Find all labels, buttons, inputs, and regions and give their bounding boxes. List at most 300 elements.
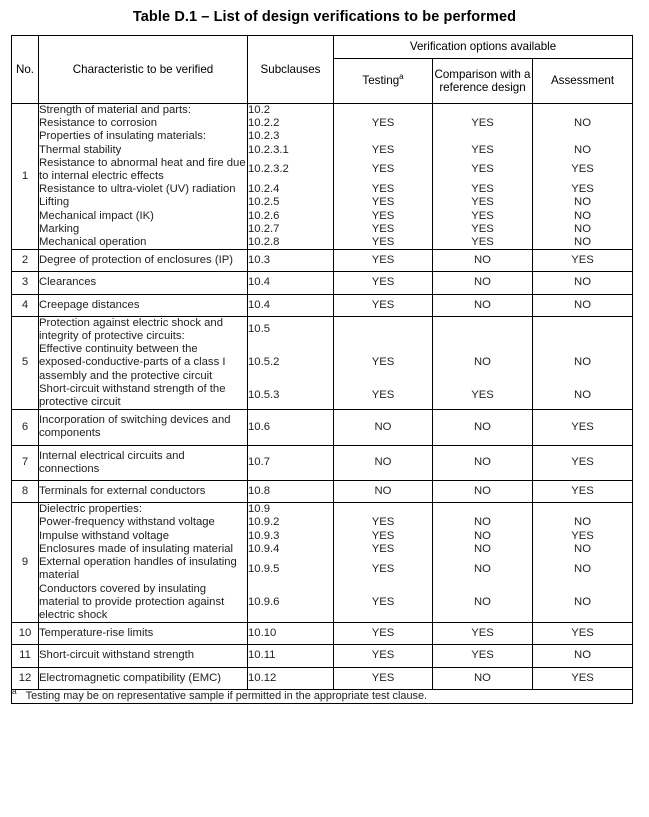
subclause-cell: 10.9.5 [248,562,280,575]
sub-row [533,503,632,516]
assessment-cell [533,130,632,143]
testing-cell: YES [334,250,433,272]
subclause-cell: 10.12 [248,667,334,689]
characteristic-cell: Effective continuity between the exposed-conductive-parts of a class I assembly and the protective circuit [39,343,226,382]
characteristic-cell: Electromagnetic compatibility (EMC) [39,667,248,689]
table-row [12,667,633,689]
comparison-cell: NO [433,667,533,689]
sub-row [533,157,632,183]
sub-row [39,223,247,236]
subclause-cell: 10.9.3 [248,529,280,542]
table-row [12,623,633,645]
characteristic-cell: Properties of insulating materials: [39,130,207,143]
table-body [12,104,633,690]
page-title: Table D.1 – List of design verifications to be performed [132,9,517,25]
characteristic-cell: Internal electrical circuits and connections [39,445,248,480]
testing-cell-group [334,104,433,250]
subclause-cell: 10.4 [248,294,334,316]
sub-row [248,130,333,143]
sub-row [533,516,632,529]
comparison-cell: NO [433,445,533,480]
sub-row [334,583,432,623]
table-row [12,481,633,503]
sub-rows [39,503,247,622]
testing-cell: YES [334,294,433,316]
sub-row [248,157,333,183]
assessment-cell: YES [533,481,633,503]
characteristic-cell: Enclosures made of insulating material [39,542,234,555]
sub-row [433,530,532,543]
subclause-cell: 10.8 [248,481,334,503]
assessment-cell: NO [574,562,591,575]
assessment-cell: YES [571,183,594,196]
sub-row [248,556,333,582]
row-number-cell: 4 [12,294,39,316]
comparison-cell: NO [474,542,491,555]
sub-row [533,130,632,143]
assessment-cell: NO [574,117,591,130]
assessment-cell: NO [533,645,633,667]
footnote-row [12,689,633,703]
comparison-cell: NO [474,356,491,369]
sub-rows [334,104,432,249]
assessment-cell: YES [571,529,594,542]
sub-row [248,144,333,157]
characteristic-cell: Resistance to abnormal heat and fire due to internal electric effects [39,156,246,183]
sub-row [248,104,333,117]
sub-row [39,343,247,383]
comparison-cell: NO [433,272,533,294]
assessment-cell: NO [533,294,633,316]
footnote-text: Testing may be on representative sample if permitted in the appropriate test clause. [25,689,428,702]
characteristic-cell: Terminals for external conductors [39,481,248,503]
column-header-no: No. [12,36,39,104]
sub-row [334,556,432,582]
table-row [12,410,633,445]
sub-rows [39,104,247,249]
sub-row [248,236,333,249]
characteristic-cell: Clearances [39,272,248,294]
row-number-cell: 11 [12,645,39,667]
assessment-cell: YES [533,250,633,272]
subclause-cell: 10.9 [248,503,270,516]
characteristic-cell: Lifting [39,196,70,209]
sub-row [433,383,532,409]
comparison-cell: NO [433,250,533,272]
testing-cell: YES [334,667,433,689]
subclause-cell-group [248,503,334,623]
subclause-cell: 10.2.5 [248,196,280,209]
characteristic-cell-group [39,316,248,409]
characteristic-cell: Conductors covered by insulating material to provide protection against electric shock [39,582,225,621]
comparison-cell: NO [474,595,491,608]
subclause-cell: 10.5.2 [248,356,280,369]
testing-cell: YES [371,117,395,130]
testing-cell [334,317,432,343]
sub-row [433,183,532,196]
characteristic-cell: Impulse withstand voltage [39,529,169,542]
characteristic-cell-group [39,503,248,623]
column-header-testing-label: Testing [362,74,400,88]
sub-row [39,503,247,516]
comparison-cell: NO [433,410,533,445]
characteristic-cell: Resistance to corrosion [39,117,158,130]
sub-row [533,583,632,623]
sub-row [334,236,432,249]
row-number-cell: 7 [12,445,39,480]
comparison-cell: YES [433,645,533,667]
comparison-cell-group [433,503,533,623]
sub-row [248,223,333,236]
sub-row [248,516,333,529]
assessment-cell [533,104,632,117]
sub-row [433,157,532,183]
subclause-cell: 10.10 [248,623,334,645]
sub-rows [39,317,247,409]
sub-rows [533,317,632,409]
sub-row [334,223,432,236]
assessment-cell [533,317,632,343]
sub-rows [433,317,532,409]
sub-rows [433,104,532,249]
sub-row [433,130,532,143]
table-row [12,645,633,667]
sub-row [39,317,247,343]
sub-row [433,117,532,130]
table-footer [12,686,633,703]
column-header-group-verification-options: Verification options available [334,36,633,59]
assessment-cell: NO [574,516,591,529]
subclause-cell-group [248,104,334,250]
sub-row [334,183,432,196]
subclause-cell-group [248,316,334,409]
sub-row [248,117,333,130]
characteristic-cell: Strength of material and parts: [39,104,191,116]
sub-row [533,530,632,543]
characteristic-cell: Degree of protection of enclosures (IP) [39,250,248,272]
subclause-cell: 10.2.7 [248,222,280,235]
subclause-cell: 10.5.3 [248,389,280,402]
characteristic-cell-group [39,104,248,250]
table-row [12,503,633,623]
sub-row [334,343,432,383]
testing-cell [334,130,432,143]
testing-cell: YES [371,143,395,156]
assessment-cell: NO [574,209,591,222]
testing-cell: YES [371,356,395,369]
column-header-characteristic: Characteristic to be verified [39,36,248,104]
sub-row [39,117,247,130]
sub-row [39,104,247,117]
row-number-cell: 6 [12,410,39,445]
testing-cell: YES [371,542,395,555]
row-number-cell: 12 [12,667,39,689]
sub-row [39,556,247,582]
comparison-cell: NO [433,481,533,503]
assessment-cell: NO [574,143,591,156]
assessment-cell: YES [533,445,633,480]
comparison-cell [433,104,532,117]
row-number-cell: 9 [12,503,39,623]
row-number-cell: 10 [12,623,39,645]
comparison-cell: YES [471,236,494,249]
sub-rows [533,104,632,249]
testing-cell: YES [371,562,395,575]
testing-cell: NO [334,410,433,445]
comparison-cell: YES [471,143,494,156]
characteristic-cell: Short-circuit withstand strength of the protective circuit [39,382,226,409]
testing-cell-group [334,316,433,409]
table-row [12,272,633,294]
sub-row [334,543,432,556]
testing-cell [334,503,432,516]
sub-row [533,104,632,117]
comparison-cell: NO [474,562,491,575]
sub-row [533,117,632,130]
sub-rows [248,503,333,622]
footnote-marker-icon: a [399,72,404,82]
sub-row [248,317,333,343]
sub-row [433,236,532,249]
footnote-cell [12,686,633,703]
subclause-cell: 10.2.8 [248,236,280,249]
testing-cell: YES [371,516,395,529]
column-header-testing [334,59,433,104]
column-header-assessment: Assessment [533,59,633,104]
subclause-cell: 10.2.6 [248,209,280,222]
comparison-cell [433,317,532,343]
sub-row [334,503,432,516]
comparison-cell: YES [471,209,494,222]
characteristic-cell: External operation handles of insulating material [39,556,237,582]
sub-rows [248,104,333,249]
subclause-cell: 10.9.2 [248,516,280,529]
sub-row [433,583,532,623]
characteristic-cell: Temperature-rise limits [39,623,248,645]
subclause-cell: 10.11 [248,645,334,667]
assessment-cell: NO [574,356,591,369]
sub-row [433,104,532,117]
sub-row [39,130,247,143]
assessment-cell: YES [571,163,594,176]
assessment-cell: NO [574,595,591,608]
sub-row [433,503,532,516]
sub-row [248,183,333,196]
comparison-cell: YES [471,222,494,235]
testing-cell: YES [371,389,395,402]
column-header-subclauses: Subclauses [248,36,334,104]
table-row [12,445,633,480]
row-number-cell: 2 [12,250,39,272]
sub-row [248,196,333,209]
assessment-cell: YES [533,410,633,445]
table-header [12,36,633,104]
sub-row [334,383,432,409]
comparison-cell: YES [433,623,533,645]
sub-rows [334,317,432,409]
table-row [12,104,633,250]
characteristic-cell: Mechanical operation [39,236,147,249]
testing-cell: YES [334,645,433,667]
sub-row [334,530,432,543]
assessment-cell: NO [533,272,633,294]
characteristic-cell: Power-frequency withstand voltage [39,516,215,529]
sub-row [533,343,632,383]
subclause-cell: 10.4 [248,272,334,294]
sub-row [533,183,632,196]
sub-row [334,317,432,343]
testing-cell: YES [371,163,395,176]
testing-cell: YES [371,236,395,249]
sub-row [39,383,247,409]
sub-row [433,223,532,236]
sub-row [39,583,247,623]
sub-row [39,196,247,209]
sub-row [334,144,432,157]
sub-row [533,543,632,556]
assessment-cell-group [533,316,633,409]
characteristic-cell: Short-circuit withstand strength [39,645,248,667]
subclause-cell: 10.2.3.1 [248,143,289,156]
sub-row [433,516,532,529]
row-number-cell: 8 [12,481,39,503]
testing-cell: YES [371,196,395,209]
testing-cell: NO [334,445,433,480]
assessment-cell: NO [574,196,591,209]
subclause-cell: 10.2.2 [248,117,280,130]
row-number-cell: 1 [12,104,39,250]
testing-cell: YES [371,529,395,542]
sub-row [248,210,333,223]
sub-row [533,317,632,343]
sub-row [248,343,333,383]
sub-row [39,236,247,249]
sub-rows [248,317,333,409]
subclause-cell: 10.2.3.2 [248,163,289,176]
table-row [12,316,633,409]
subclause-cell: 10.9.4 [248,542,280,555]
column-header-comparison: Comparison with a reference design [433,59,533,104]
sub-row [248,503,333,516]
assessment-cell: NO [574,542,591,555]
footnote-marker: a [12,686,17,697]
characteristic-cell: Resistance to ultra-violet (UV) radiation [39,183,236,196]
subclause-cell: 10.2 [248,104,270,116]
sub-row [39,210,247,223]
comparison-cell: YES [471,117,494,130]
sub-row [248,530,333,543]
sub-row [39,543,247,556]
testing-cell: YES [371,209,395,222]
sub-row [433,317,532,343]
sub-row [533,236,632,249]
assessment-cell: YES [533,623,633,645]
characteristic-cell: Incorporation of switching devices and components [39,410,248,445]
characteristic-cell: Protection against electric shock and integrity of protective circuits: [39,316,223,343]
characteristic-cell: Creepage distances [39,294,248,316]
testing-cell: YES [371,595,395,608]
characteristic-cell: Dielectric properties: [39,503,142,516]
subclause-cell: 10.2.4 [248,183,280,196]
testing-cell: YES [371,222,395,235]
assessment-cell [533,503,632,516]
sub-row [533,196,632,209]
sub-row [334,210,432,223]
characteristic-cell: Thermal stability [39,143,122,156]
sub-row [334,157,432,183]
characteristic-cell: Marking [39,222,80,235]
assessment-cell: NO [574,389,591,402]
row-number-cell: 3 [12,272,39,294]
comparison-cell: YES [471,389,494,402]
testing-cell: NO [334,481,433,503]
comparison-cell: NO [433,294,533,316]
sub-row [39,183,247,196]
sub-row [334,196,432,209]
sub-rows [334,503,432,622]
design-verifications-table [11,35,633,704]
assessment-cell-group [533,104,633,250]
sub-row [39,157,247,183]
sub-row [39,530,247,543]
assessment-cell: YES [533,667,633,689]
sub-row [39,516,247,529]
sub-row [433,556,532,582]
testing-cell: YES [334,272,433,294]
table-row [12,250,633,272]
sub-row [334,117,432,130]
assessment-cell-group [533,503,633,623]
sub-row [334,130,432,143]
sub-row [334,104,432,117]
subclause-cell: 10.2.3 [248,130,280,143]
comparison-cell: YES [471,183,494,196]
subclause-cell: 10.3 [248,250,334,272]
sub-row [433,343,532,383]
subclause-cell: 10.9.6 [248,595,280,608]
subclause-cell: 10.7 [248,445,334,480]
sub-row [533,383,632,409]
sub-row [433,196,532,209]
testing-cell [334,104,432,117]
sub-row [533,210,632,223]
comparison-cell: YES [471,163,494,176]
comparison-cell-group [433,316,533,409]
sub-row [248,383,333,409]
testing-cell: YES [334,623,433,645]
sub-row [533,223,632,236]
sub-row [248,583,333,623]
sub-row [533,144,632,157]
row-number-cell: 5 [12,316,39,409]
characteristic-cell: Mechanical impact (IK) [39,209,154,222]
sub-row [248,543,333,556]
table-row [12,294,633,316]
sub-row [433,543,532,556]
assessment-cell: NO [574,222,591,235]
sub-rows [433,503,532,622]
testing-cell: YES [371,183,395,196]
sub-row [39,144,247,157]
assessment-cell: NO [574,236,591,249]
sub-row [334,516,432,529]
sub-row [533,556,632,582]
subclause-cell: 10.5 [248,323,270,336]
comparison-cell: NO [474,516,491,529]
subclause-cell: 10.6 [248,410,334,445]
sub-row [433,144,532,157]
comparison-cell: YES [471,196,494,209]
